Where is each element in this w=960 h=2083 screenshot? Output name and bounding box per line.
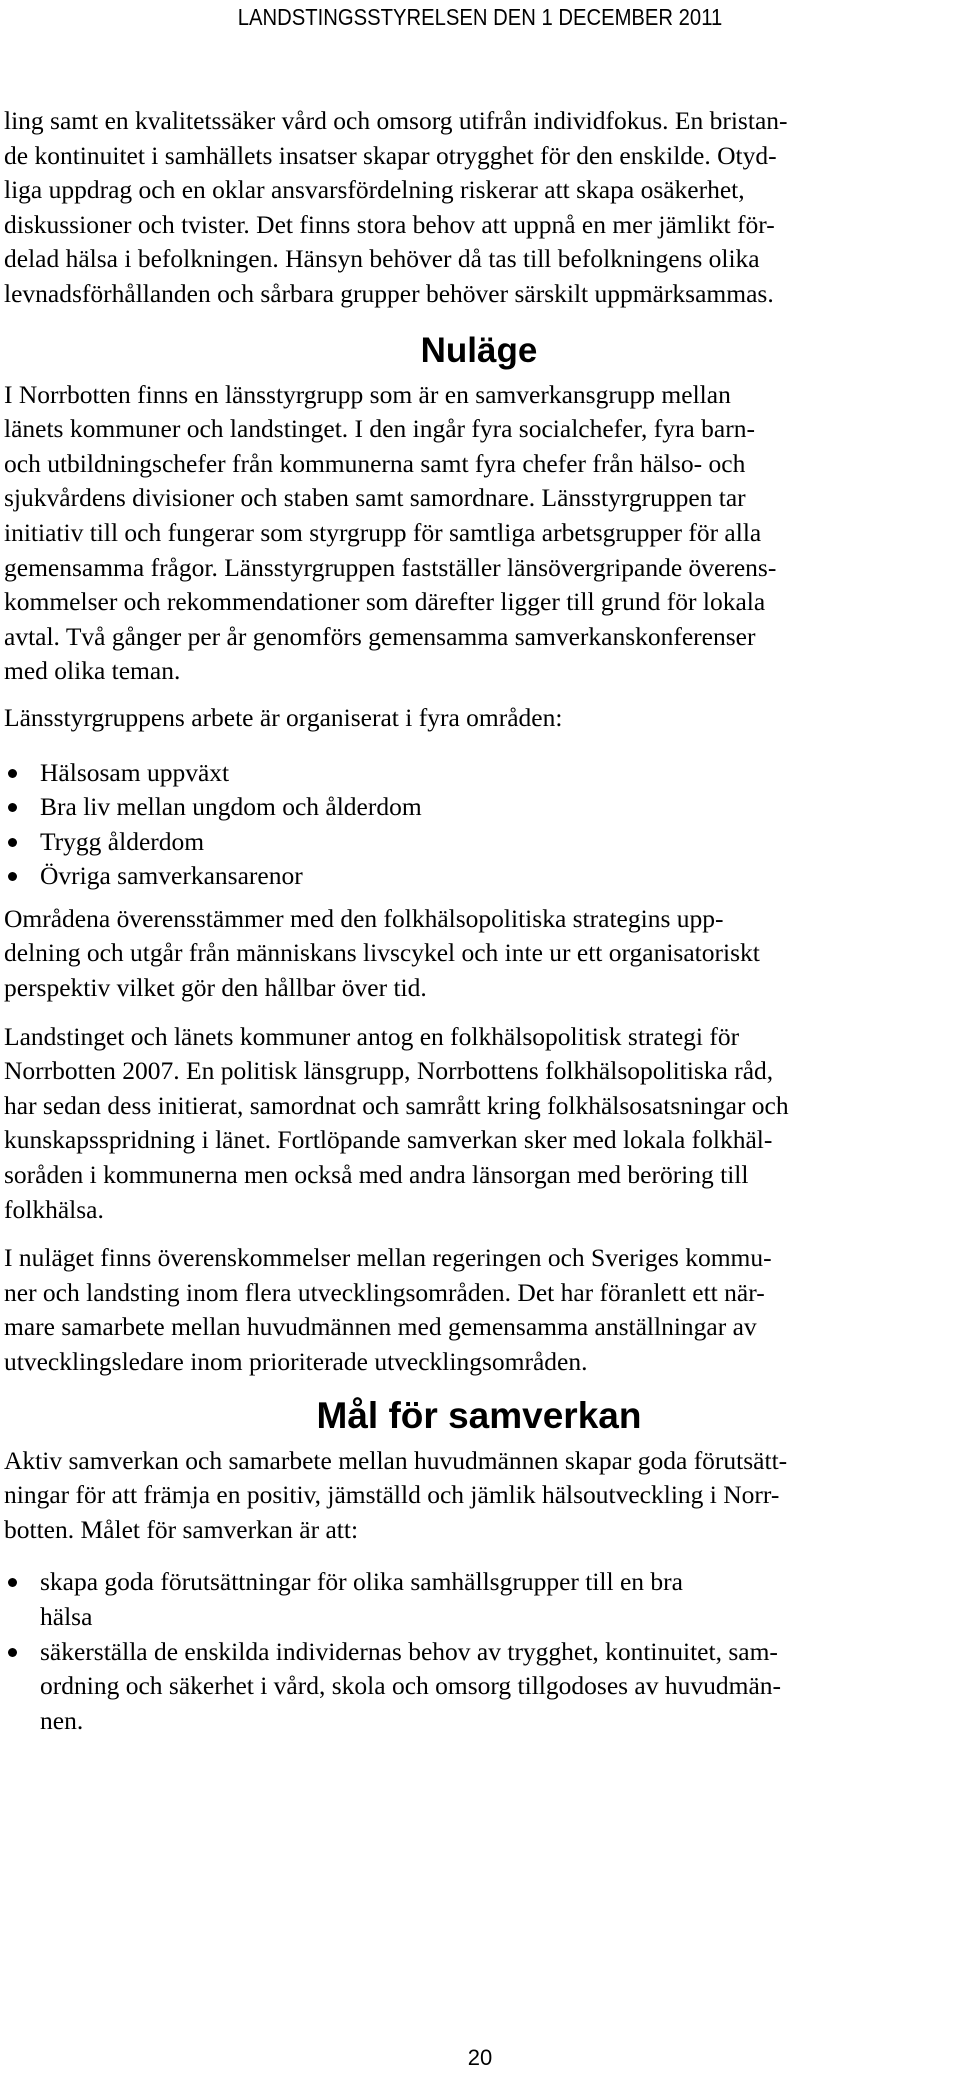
text-line: soråden i kommunerna men också med andra länsorgan med beröring till bbox=[4, 1160, 749, 1190]
list-item-text: säkerställa de enskilda individernas behov av trygghet, kontinuitet, sam- bbox=[40, 1636, 778, 1666]
intro-paragraph bbox=[4, 104, 954, 312]
text-line: perspektiv vilket gör den hållbar över tid. bbox=[4, 973, 427, 1003]
bullet-icon bbox=[8, 838, 17, 847]
list-item bbox=[4, 756, 954, 791]
areas-list bbox=[4, 756, 954, 894]
list-item bbox=[4, 825, 954, 860]
text-line: länets kommuner och landstinget. I den ingår fyra socialchefer, fyra barn- bbox=[4, 414, 755, 444]
list-item-text: Hälsosam uppväxt bbox=[40, 757, 230, 787]
text-line: delad hälsa i befolkningen. Hänsyn behöver då tas till befolkningens olika bbox=[4, 244, 760, 274]
bullet-icon bbox=[8, 872, 17, 881]
text-line: ner och landsting inom flera utvecklingsområden. Det har föranlett ett när- bbox=[4, 1277, 765, 1307]
text-line: Norrbotten 2007. En politisk länsgrupp, Norrbottens folkhälsopolitiska råd, bbox=[4, 1056, 774, 1086]
bullet-icon bbox=[8, 769, 17, 778]
text-line: levnadsförhållanden och sårbara grupper behöver särskilt uppmärksammas. bbox=[4, 278, 774, 308]
list-item-text: Trygg ålderdom bbox=[40, 826, 205, 856]
areas-intro: Länsstyrgruppens arbete är organiserat i fyra områden: bbox=[4, 702, 563, 732]
text-line: gemensamma frågor. Länsstyrgruppen fastställer länsövergripande överens- bbox=[4, 552, 777, 582]
list-item-text: nen. bbox=[40, 1705, 84, 1735]
goals-list bbox=[4, 1565, 954, 1738]
text-line: och utbildningschefer från kommunerna samt fyra chefer från hälso- och bbox=[4, 448, 746, 478]
page-body bbox=[4, 104, 954, 1738]
nulage-paragraph-3 bbox=[4, 1020, 954, 1228]
text-line: de kontinuitet i samhällets insatser skapar otrygghet för den enskilde. Otyd- bbox=[4, 140, 777, 170]
mal-paragraph bbox=[4, 1444, 954, 1548]
page-number: 20 bbox=[467, 2045, 493, 2070]
text-line: ling samt en kvalitetssäker vård och omsorg utifrån individfokus. En bristan- bbox=[4, 106, 788, 135]
list-item-text: Bra liv mellan ungdom och ålderdom bbox=[40, 792, 422, 822]
text-line: med olika teman. bbox=[4, 656, 181, 686]
text-line: Områdena överensstämmer med den folkhälsopolitiska strategins upp- bbox=[4, 903, 724, 933]
text-line: delning och utgår från människans livscykel och inte ur ett organisatoriskt bbox=[4, 938, 760, 968]
list-item-text: skapa goda förutsättningar för olika samhällsgrupper till en bra bbox=[40, 1567, 683, 1597]
bullet-icon bbox=[8, 1648, 17, 1657]
text-line: I Norrbotten finns en länsstyrgrupp som är en samverkansgrupp mellan bbox=[4, 379, 731, 409]
text-line: I nuläget finns överenskommelser mellan regeringen och Sveriges kommu- bbox=[4, 1243, 772, 1273]
list-item-text: Övriga samverkansarenor bbox=[40, 861, 303, 891]
nulage-paragraph-4 bbox=[4, 1241, 954, 1379]
list-item-text: hälsa bbox=[40, 1601, 93, 1631]
text-line: botten. Målet för samverkan är att: bbox=[4, 1514, 359, 1544]
text-line: kunskapsspridning i länet. Fortlöpande samverkan sker med lokala folkhäl- bbox=[4, 1125, 773, 1155]
text-line: Aktiv samverkan och samarbete mellan huvudmännen skapar goda förutsätt- bbox=[4, 1445, 788, 1475]
text-line: kommelser och rekommendationer som därefter ligger till grund för lokala bbox=[4, 587, 766, 617]
list-item bbox=[4, 1565, 954, 1634]
list-item bbox=[4, 790, 954, 825]
section-heading-nulage: Nuläge bbox=[420, 330, 538, 370]
section-heading-mal: Mål för samverkan bbox=[316, 1394, 642, 1436]
text-line: Landstinget och länets kommuner antog en folkhälsopolitisk strategi för bbox=[4, 1021, 740, 1051]
text-line: mare samarbete mellan huvudmännen med gemensamma anställningar av bbox=[4, 1312, 757, 1342]
text-line: har sedan dess initierat, samordnat och samrått kring folkhälsosatsningar och bbox=[4, 1090, 789, 1120]
nulage-paragraph-1 bbox=[4, 378, 954, 689]
nulage-paragraph-2 bbox=[4, 902, 954, 1006]
text-line: ningar för att främja en positiv, jämställd och jämlik hälsoutveckling i Norr- bbox=[4, 1480, 780, 1510]
list-item bbox=[4, 859, 954, 894]
text-line: liga uppdrag och en oklar ansvarsfördelning riskerar att skapa osäkerhet, bbox=[4, 175, 745, 205]
text-line: avtal. Två gånger per år genomförs gemensamma samverkanskonferenser bbox=[4, 621, 756, 651]
text-line: sjukvårdens divisioner och staben samt samordnare. Länsstyrgruppen tar bbox=[4, 483, 746, 513]
bullet-icon bbox=[8, 1578, 17, 1587]
list-item bbox=[4, 1635, 954, 1739]
list-item-text: ordning och säkerhet i vård, skola och omsorg tillgodoses av huvudmän- bbox=[40, 1671, 782, 1701]
text-line: utvecklingsledare inom prioriterade utvecklingsområden. bbox=[4, 1347, 588, 1376]
bullet-icon bbox=[8, 803, 17, 812]
running-header: LANDSTINGSSTYRELSEN DEN 1 DECEMBER 2011 bbox=[237, 4, 723, 30]
text-line: diskussioner och tvister. Det finns stora behov att uppnå en mer jämlikt för- bbox=[4, 209, 775, 239]
text-line: folkhälsa. bbox=[4, 1194, 104, 1224]
text-line: initiativ till och fungerar som styrgrupp för samtliga arbetsgrupper för alla bbox=[4, 517, 762, 547]
